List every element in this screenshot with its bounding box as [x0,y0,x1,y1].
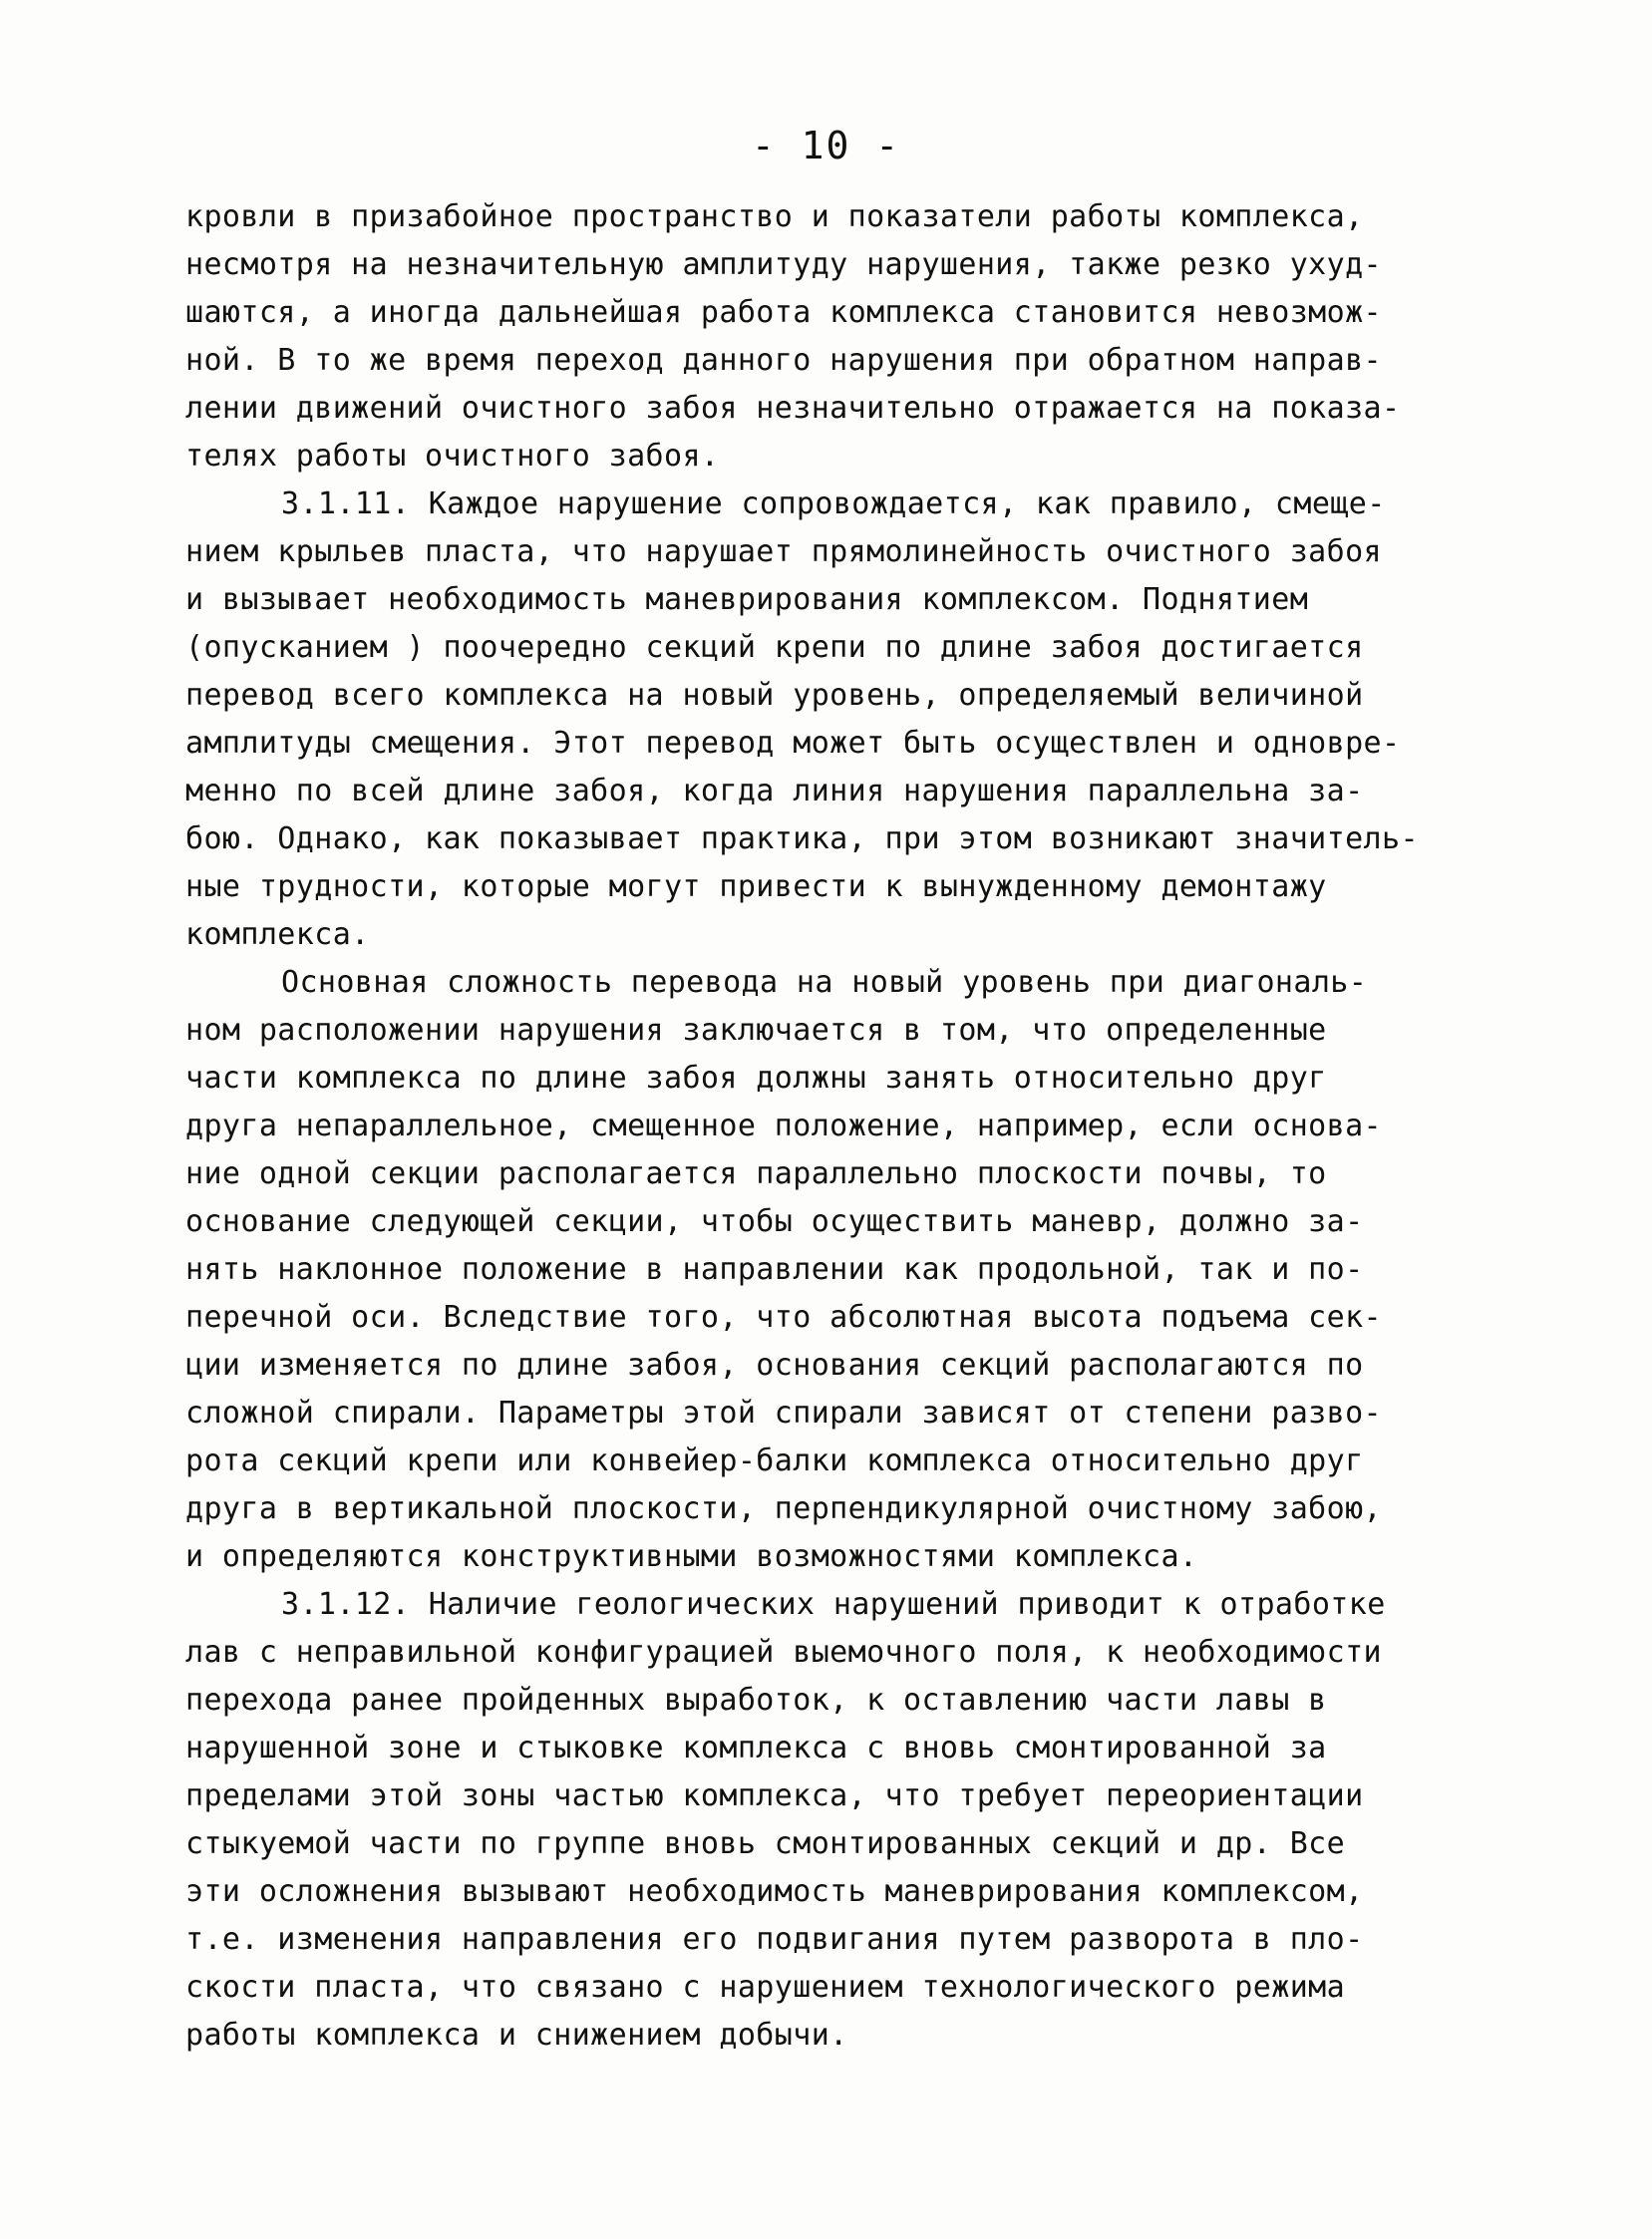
text-line: пределами этой зоны частью комплекса, что требует переориентации [185,1778,1364,1813]
text-line: друга в вертикальной плоскости, перпендикулярной очистному забою, [185,1491,1382,1526]
text-line: Основная сложность перевода на новый уровень при диагональ- [281,965,1368,1000]
text-line: эти осложнения вызывают необходимость маневрирования комплексом, [185,1874,1364,1909]
text-line: ние одной секции располагается параллельно плоскости почвы, то [185,1156,1327,1191]
text-line: скости пласта, что связано с нарушением технологического режима [185,1970,1346,2005]
text-line: лав с неправильной конфигурацией выемочного поля, к необходимости [185,1635,1382,1670]
text-line: ной. В то же время переход данного нарушения при обратном направ- [185,343,1382,378]
text-line: перевод всего комплекса на новый уровень, определяемый величиной [185,678,1364,713]
text-line: т.е. изменения направления его подвигания путем разворота в пло- [185,1922,1364,1957]
text-line: и вызывает необходимость маневрирования комплексом. Поднятием [185,582,1309,617]
text-line: перехода ранее пройденных выработок, к оставлению части лавы в [185,1683,1327,1718]
text-line: сложной спирали. Параметры этой спирали зависят от степени разво- [185,1396,1382,1431]
text-line: 3.1.11. Каждое нарушение сопровождается, как правило, смеще- [281,486,1386,521]
text-line: рота секций крепи или конвейер-балки комплекса относительно друг [185,1443,1364,1478]
text-line: бою. Однако, как показывает практика, при этом возникают значитель- [185,821,1419,856]
text-line: работы комплекса и снижением добычи. [185,2018,848,2053]
text-line: части комплекса по длине забоя должны занять относительно друг [185,1061,1327,1096]
text-line: ном расположении нарушения заключается в том, что определенные [185,1013,1327,1048]
text-line: менно по всей длине забоя, когда линия нарушения параллельна за- [185,774,1364,808]
page-number: - 10 - [751,124,901,167]
text-line: телях работы очистного забоя. [185,439,720,474]
text-line: нием крыльев пласта, что нарушает прямолинейность очистного забоя [185,534,1382,569]
text-line: стыкуемой части по группе вновь смонтированных секций и др. Все [185,1826,1346,1861]
text-line: ции изменяется по длине забоя, основания секций располагаются по [185,1348,1364,1383]
text-line: нарушенной зоне и стыковке комплекса с вновь смонтированной за [185,1731,1327,1765]
text-line: амплитуды смещения. Этот перевод может быть осуществлен и одновре- [185,726,1401,761]
text-line: кровли в призабойное пространство и показатели работы комплекса, [185,199,1364,234]
text-line: и определяются конструктивными возможностями комплекса. [185,1539,1198,1574]
text-line: (опусканием ) поочередно секций крепи по длине забоя достигается [185,630,1364,665]
text-line: друга непараллельное, смещенное положение, например, если основа- [185,1109,1382,1143]
text-line: комплекса. [185,917,370,952]
text-line: несмотря на незначительную амплитуду нарушения, также резко ухуд- [185,247,1382,282]
text-line: 3.1.12. Наличие геологических нарушений приводит к отработке [281,1587,1386,1622]
text-line: ные трудности, которые могут привести к вынужденному демонтажу [185,869,1327,904]
text-line: шаются, а иногда дальнейшая работа комплекса становится невозмож- [185,295,1382,330]
text-line: основание следующей секции, чтобы осуществить маневр, должно за- [185,1204,1364,1239]
text-line: нять наклонное положение в направлении как продольной, так и по- [185,1252,1364,1287]
text-line: лении движений очистного забоя незначительно отражается на показа- [185,391,1401,426]
text-line: перечной оси. Вследствие того, что абсолютная высота подъема сек- [185,1300,1382,1335]
